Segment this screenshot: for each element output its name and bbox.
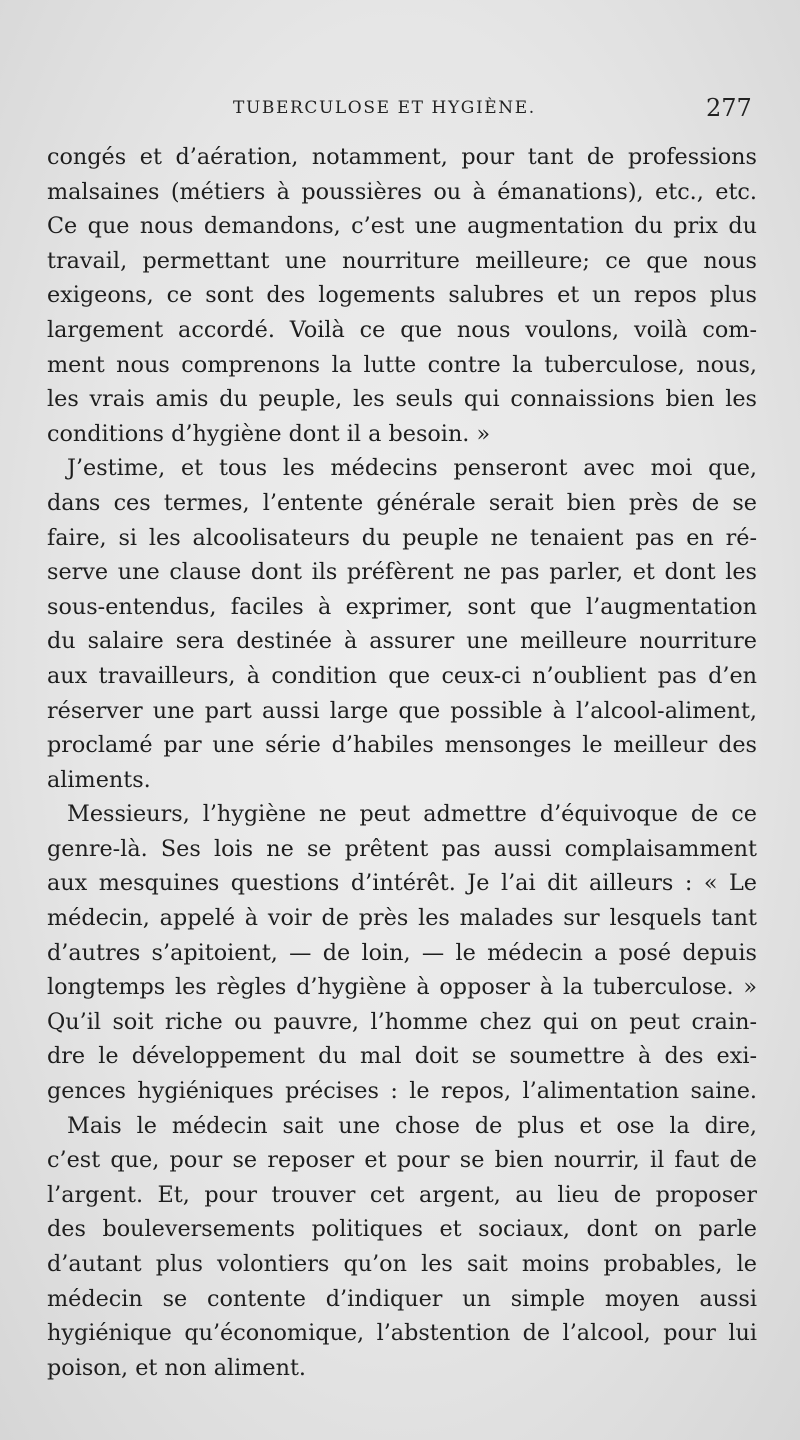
text-line: exigeons, ce sont des logements salubres et un repos plus <box>47 282 757 309</box>
text-line: Ce que nous demandons, c’est une augmentation du prix du <box>47 213 757 240</box>
text-line: d’autant plus volontiers qu’on les sait moins probables, le <box>47 1251 757 1277</box>
text-line: Qu’il soit riche ou pauvre, l’homme chez qui on peut crain- <box>47 1008 757 1035</box>
text-line: longtemps les règles d’hygiène à opposer à la tuberculose. » <box>47 974 757 1001</box>
text-line: faire, si les alcoolisateurs du peuple ne tenaient pas en ré- <box>47 524 757 551</box>
text-line: dans ces termes, l’entente générale serait bien près de se <box>47 489 757 516</box>
text-line: c’est que, pour se reposer et pour se bien nourrir, il faut de <box>47 1147 757 1174</box>
text-line: malsaines (métiers à poussières ou à émanations), etc., etc. <box>47 178 757 205</box>
text-line: conditions d’hygiène dont il a besoin. » <box>47 420 491 447</box>
text-line: du salaire sera destinée à assurer une meilleure nourriture <box>47 628 757 655</box>
text-line: ment nous comprenons la lutte contre la tuberculose, nous, <box>47 351 757 378</box>
text-line: médecin, appelé à voir de près les malades sur lesquels tant <box>47 905 757 932</box>
text-line: réserver une part aussi large que possible à l’alcool-aliment, <box>47 697 757 724</box>
running-head-title: TUBERCULOSE ET HYGIÈNE. <box>233 98 536 118</box>
text-line: gences hygiéniques précises : le repos, l’alimentation saine. <box>47 1078 757 1105</box>
text-line: d’autres s’apitoient, — de loin, — le médecin a posé depuis <box>47 939 757 966</box>
text-line: aliments. <box>47 766 151 793</box>
body-text <box>47 140 757 1385</box>
text-line: sous-entendus, faciles à exprimer, sont que l’augmentation <box>47 593 757 620</box>
text-line: congés et d’aération, notamment, pour tant de professions <box>47 144 757 170</box>
text-line: Mais le médecin sait une chose de plus et ose la dire, <box>67 1112 757 1139</box>
text-line: serve une clause dont ils préfèrent ne pas parler, et dont les <box>47 559 757 586</box>
text-line: dre le développement du mal doit se soumettre à des exi- <box>47 1043 757 1070</box>
text-line: médecin se contente d’indiquer un simple moyen aussi <box>47 1285 757 1312</box>
text-line: travail, permettant une nourriture meilleure; ce que nous <box>47 247 757 274</box>
page-number: 277 <box>706 94 752 122</box>
text-line: proclamé par une série d’habiles mensonges le meilleur des <box>47 732 757 759</box>
text-line: aux mesquines questions d’intérêt. Je l’ai dit ailleurs : « Le <box>47 870 757 897</box>
text-line: Messieurs, l’hygiène ne peut admettre d’équivoque de ce <box>67 801 757 828</box>
text-line: genre-là. Ses lois ne se prêtent pas aussi complaisamment <box>47 835 757 862</box>
text-line: aux travailleurs, à condition que ceux-ci n’oublient pas d’en <box>47 662 757 689</box>
text-line: les vrais amis du peuple, les seuls qui connaissions bien les <box>47 386 757 413</box>
running-head <box>0 94 800 134</box>
text-line: l’argent. Et, pour trouver cet argent, au lieu de proposer <box>47 1181 757 1208</box>
text-line: poison, et non aliment. <box>47 1354 307 1381</box>
text-line: J’estime, et tous les médecins penseront avec moi que, <box>67 455 757 482</box>
text-line: hygiénique qu’économique, l’abstention de l’alcool, pour lui <box>47 1320 757 1347</box>
text-line: des bouleversements politiques et sociaux, dont on parle <box>47 1216 757 1243</box>
text-line: largement accordé. Voilà ce que nous voulons, voilà com- <box>47 316 757 343</box>
